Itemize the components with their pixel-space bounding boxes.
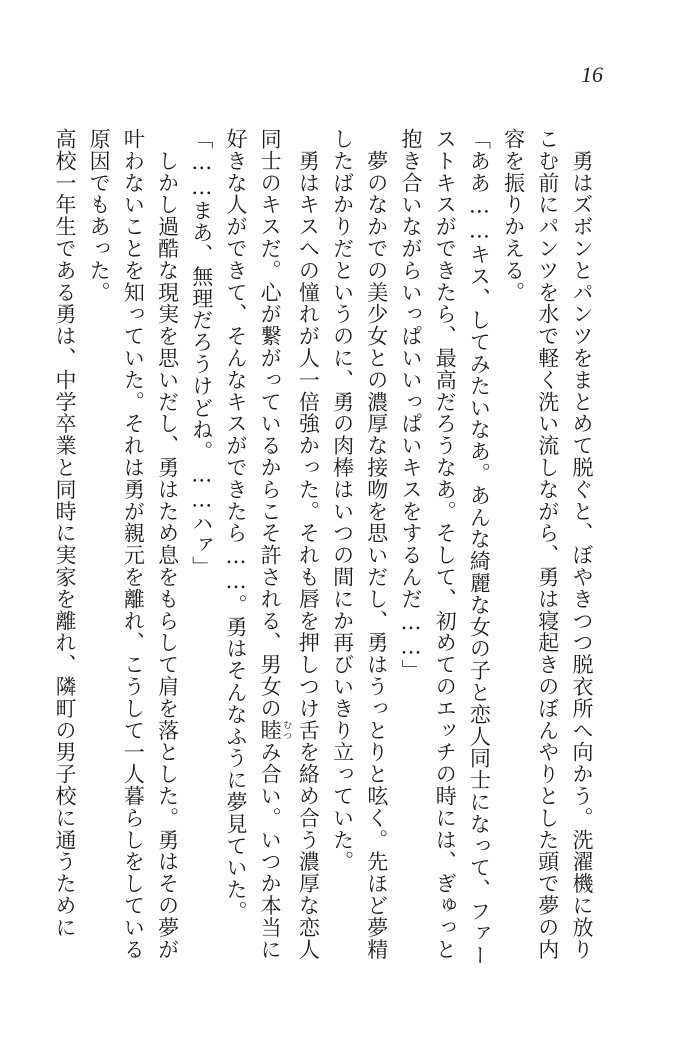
text-column: 勇はキスへの憧れが人一倍強かった。それも唇を押しつけ舌を絡め合う濃厚な恋人	[296, 128, 321, 961]
novel-text	[12, 128, 599, 1008]
text-column: 原因でもあった。	[87, 128, 112, 304]
text-column: 高校一年生である勇は、中学卒業と同時に実家を離れ、隣町の男子校に通うために	[52, 128, 77, 939]
text-column: ストキスができたら、最高だろうなあ。そして、初めてのエッチの時には、ぎゅっと	[433, 128, 458, 961]
text-column: 夢のなかでの美少女との濃厚な接吻を思いだし、勇はうっとりと呟く。先ほど夢精	[364, 128, 389, 961]
page-number: 16	[581, 62, 603, 87]
text-column: 容を振りかえる。	[501, 128, 526, 304]
text-column: しかし過酷な現実を思いだし、勇はため息をもらして肩を落とした。勇はその夢が	[155, 128, 180, 961]
text-column: 好きな人ができて、そんなキスができたら……。勇はそんなふうに夢見ていた。	[223, 128, 248, 923]
text-column: したばかりだというのに、勇の肉棒はいつの間にか再びいきり立っていた。	[330, 128, 355, 873]
text-column: 勇はズボンとパンツをまとめて脱ぐと、ぼやきつつ脱衣所へ向かう。洗濯機に放り	[570, 128, 594, 961]
text-column: 「……まあ、無理だろうけどね。……ハァ」	[189, 128, 214, 578]
text-column: 叶わないことを知っていた。それは勇が親元を離れ、こうして一人暮らしをしている	[121, 128, 146, 961]
furigana: 睦 むつ	[258, 719, 292, 742]
text-column: 「ああ……キス、してみたいなあ。あんな綺麗な女の子と恋人同士になって、ファー	[467, 128, 492, 967]
text-column: 抱き合いながらいっぱいいっぱいキスをするんだ……」	[398, 128, 423, 682]
text-column: こむ前にパンツを水で軽く洗い流しながら、勇は寝起きのぼんやりとした頭で夢の内	[535, 128, 560, 961]
text-column-with-ruby: 同士のキスだ。心が繋がっているからこそ許される、男女の睦 むつみ合い。いつか本当に	[258, 128, 292, 961]
